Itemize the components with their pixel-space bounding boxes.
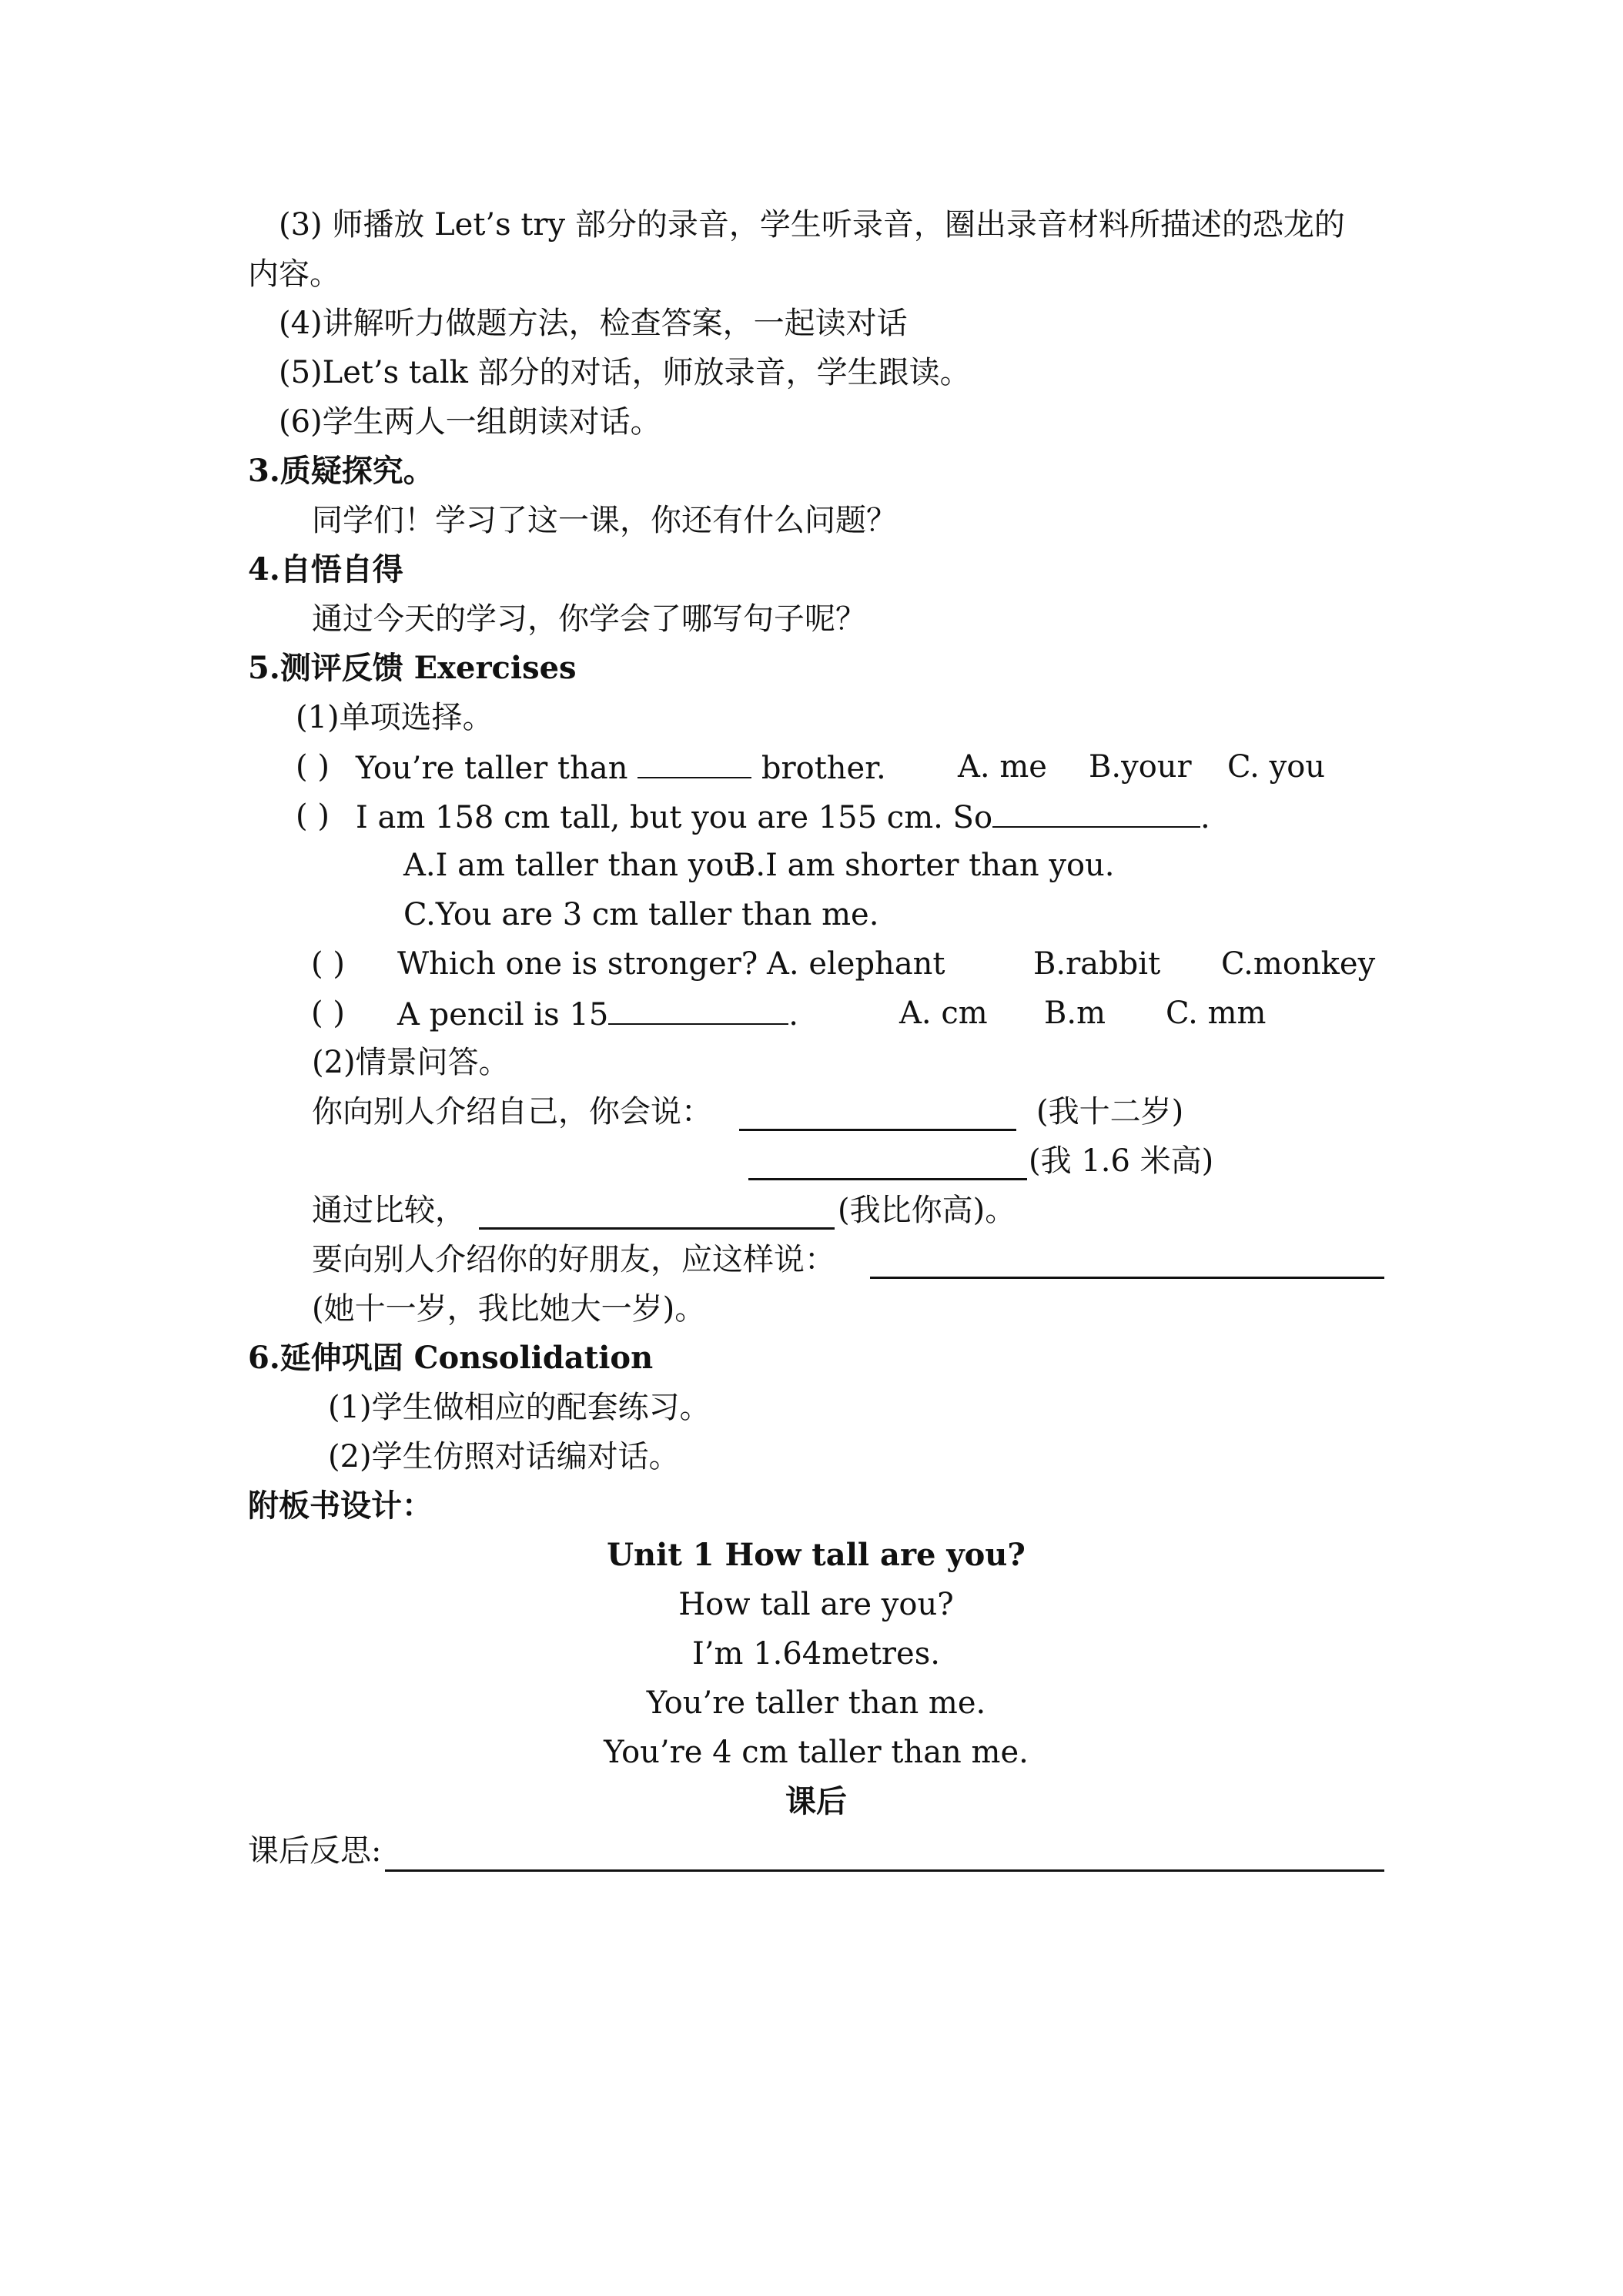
q1-paren: ( ) [296, 749, 330, 785]
q1-stem [356, 748, 886, 788]
sq3-hint: (我比你高)。 [838, 1193, 1016, 1228]
sq3-answer-blank[interactable] [479, 1198, 835, 1230]
q3-stem: Which one is stronger? [397, 946, 758, 982]
q4-stem-text: A pencil is 15 [397, 997, 609, 1033]
q2-answer-blank[interactable] [992, 797, 1200, 828]
q2-stem-after: . [1200, 800, 1210, 835]
sq3-prefix: 通过比较， [312, 1193, 466, 1228]
board-line3: You’re taller than me. [646, 1685, 986, 1721]
step3-line2: 内容。 [248, 256, 340, 292]
section5-heading: 5.测评反馈 Exercises [248, 650, 577, 686]
q3-paren: ( ) [311, 946, 345, 982]
step3-line1: (3) 师播放 Let’s try 部分的录音，学生听录音，圈出录音材料所描述的恐龙的 [279, 207, 1345, 243]
sq4-answer-blank[interactable] [870, 1247, 1384, 1279]
board-heading: 附板书设计： [248, 1488, 433, 1524]
section6-item1: (1)学生做相应的配套练习。 [328, 1390, 711, 1425]
sq1-hint: (我十二岁) [1036, 1094, 1184, 1130]
q4-option-a: A. cm [899, 996, 988, 1031]
q1-option-a: A. me [958, 749, 1047, 785]
section4-text: 通过今天的学习，你学会了哪写句子呢？ [312, 601, 866, 637]
q2-option-a: A.I am taller than you. [403, 848, 754, 883]
q4-stem [397, 994, 798, 1034]
reflection-label: 课后反思: [248, 1833, 382, 1869]
step4: (4)讲解听力做题方法，检查答案，一起读对话 [279, 306, 908, 341]
sq1-answer-blank[interactable] [739, 1099, 1016, 1131]
q4-answer-blank[interactable] [608, 994, 788, 1025]
board-line2: I’m 1.64metres. [692, 1636, 940, 1672]
part1-title: (1)单项选择。 [296, 700, 494, 735]
part2-title: (2)情景问答。 [312, 1045, 510, 1080]
board-title: Unit 1 How tall are you? [607, 1537, 1026, 1573]
q2-option-c: C.You are 3 cm taller than me. [403, 897, 879, 932]
q1-option-c: C. you [1227, 749, 1326, 785]
sq4-hint: (她十一岁，我比她大一岁)。 [312, 1291, 706, 1327]
board-line1: How tall are you? [678, 1587, 954, 1622]
q2-option-b: B.I am shorter than you. [733, 848, 1115, 883]
q2-stem-text: I am 158 cm tall, but you are 155 cm. So [356, 800, 993, 835]
sq2-answer-blank[interactable] [748, 1149, 1027, 1180]
q1-answer-blank[interactable] [637, 748, 751, 778]
q3-option-a: A. elephant [767, 946, 945, 982]
sq2-hint: (我 1.6 米高) [1029, 1143, 1214, 1179]
step5: (5)Let’s talk 部分的对话，师放录音，学生跟读。 [279, 355, 971, 390]
step6: (6)学生两人一组朗读对话。 [279, 404, 661, 440]
q1-stem-after: brother. [761, 751, 886, 786]
q4-stem-after: . [788, 997, 798, 1033]
q1-option-b: B.your [1089, 749, 1192, 785]
q3-option-b: B.rabbit [1033, 946, 1161, 982]
q2-stem [356, 797, 1210, 837]
reflection-answer-blank[interactable] [385, 1840, 1384, 1872]
q3-option-c: C.monkey [1221, 946, 1376, 982]
after-class-heading: 课后 [785, 1783, 847, 1819]
q2-paren: ( ) [296, 798, 330, 834]
section6-heading: 6.延伸巩固 Consolidation [248, 1340, 654, 1376]
q4-option-c: C. mm [1166, 996, 1267, 1031]
section6-item2: (2)学生仿照对话编对话。 [328, 1439, 680, 1474]
q1-stem-text: You’re taller than [356, 751, 628, 786]
section3-heading: 3.质疑探究。 [248, 453, 434, 489]
situation-q1 [312, 1093, 712, 1131]
board-line4: You’re 4 cm taller than me. [604, 1735, 1029, 1770]
sq1-prefix: 你向别人介绍自己，你会说： [312, 1094, 712, 1130]
section3-text: 同学们！学习了这一课，你还有什么问题？ [312, 503, 897, 538]
q4-paren: ( ) [311, 996, 345, 1031]
sq4-prefix: 要向别人介绍你的好朋友，应这样说： [312, 1242, 835, 1277]
section4-heading: 4.自悟自得 [248, 551, 403, 587]
q4-option-b: B.m [1044, 996, 1106, 1031]
